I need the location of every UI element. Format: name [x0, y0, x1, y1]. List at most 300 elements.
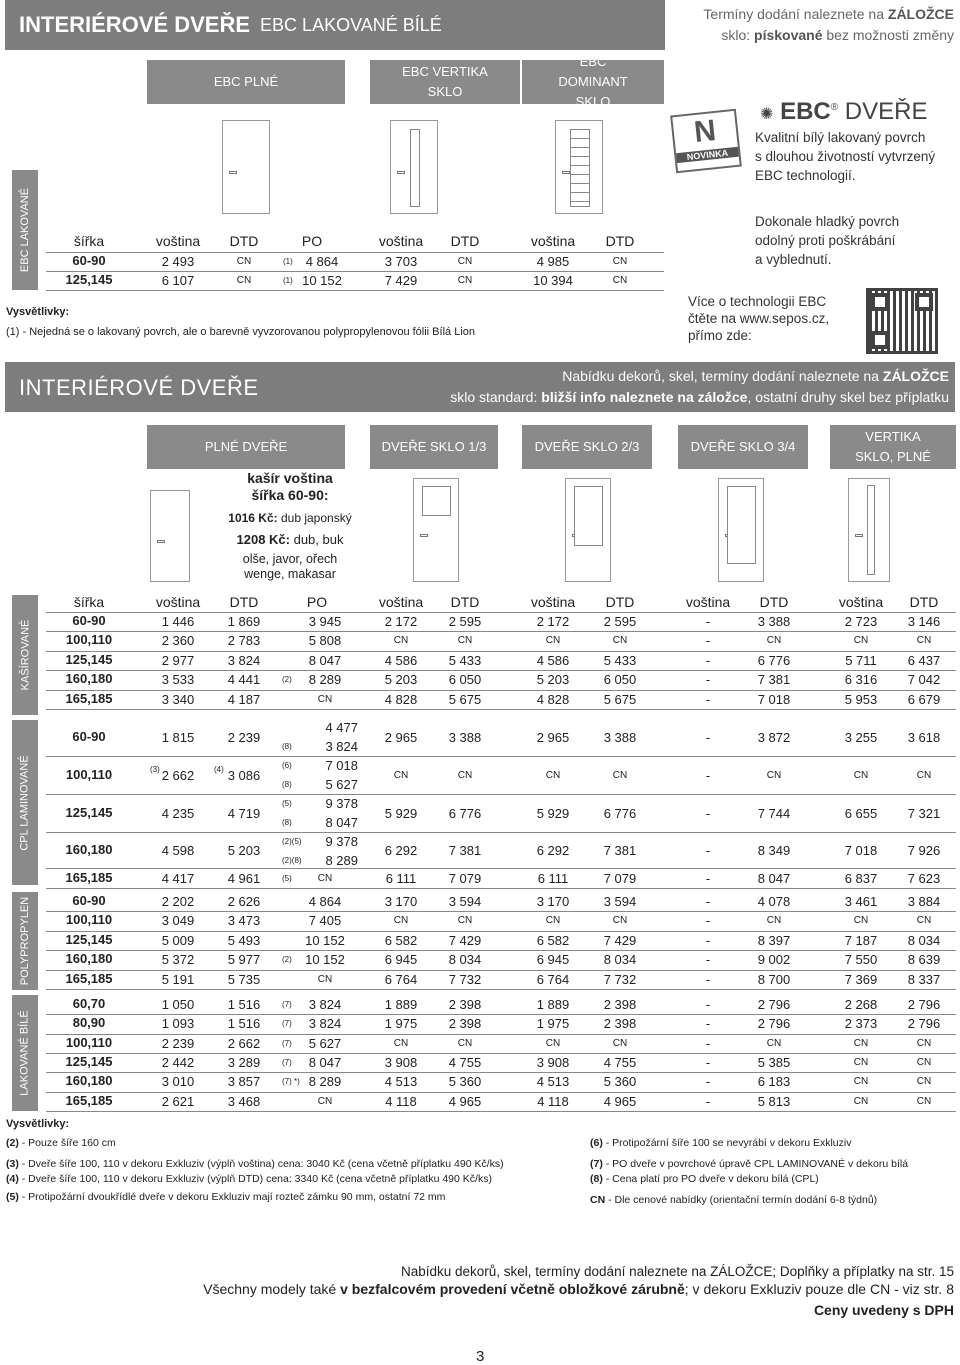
price-cell: 8 337: [907, 971, 941, 987]
price-cell: 2 398: [603, 997, 637, 1012]
ebc-legend-title: Vysvětlivky:: [6, 306, 70, 318]
main-col-header: DTD: [909, 594, 939, 610]
ebc-col: voština: [530, 233, 576, 249]
price-cell: CN: [612, 635, 628, 647]
price-cell: 7 381: [603, 842, 637, 858]
price-cell: 5 735: [227, 971, 261, 987]
ebc-cell: CN: [457, 275, 473, 286]
price-cell: 3 086: [227, 767, 261, 783]
main-col-header: voština: [155, 594, 201, 610]
legend-item: (7) - PO dveře v povrchové úpravě CPL LAMINOVANÉ v dekoru bílá: [590, 1158, 909, 1170]
price-cell: CN: [612, 915, 628, 927]
price-cell: 4 118: [385, 1093, 417, 1109]
price-cell: 5 360: [603, 1074, 637, 1090]
ebc-cell: CN: [457, 256, 473, 267]
price-cell: 7 623: [907, 870, 941, 886]
ebc-cell: CN: [236, 256, 252, 267]
price-cell: 5 929: [384, 805, 418, 821]
ebc-header-plne: EBC PLNÉ: [147, 60, 345, 104]
row-note: (5): [282, 873, 292, 883]
page-number: 3: [476, 1348, 485, 1365]
price-cell: 2 796: [757, 1016, 791, 1032]
price-cell: 5 675: [448, 691, 482, 707]
legend-item: (5) - Protipožární dvoukřídlé dveře v dekoru Exkluziv mají rozteč zámku 90 mm, ostatní 72 mm: [6, 1191, 446, 1203]
price-cell: 3 884: [907, 894, 941, 909]
price-cell: 4 118: [537, 1093, 569, 1109]
price-cell: 2 595: [448, 614, 482, 629]
price-cell: 3 908: [536, 1054, 570, 1070]
price-cell: 7 369: [844, 971, 878, 987]
row-label: 125,145: [65, 931, 113, 947]
price-cell: CN: [916, 915, 932, 927]
price-cell: -: [705, 894, 711, 909]
ebc-col: DTD: [450, 233, 480, 249]
price-cell: CN: [916, 769, 932, 781]
po-price-cell: 8 289: [325, 853, 358, 868]
price-cell: 2 662: [227, 1035, 261, 1051]
ebc-col: DTD: [229, 233, 259, 249]
row-label: 165,185: [65, 970, 113, 986]
price-cell: -: [705, 997, 711, 1012]
row-label: 100,110: [65, 766, 113, 782]
price-cell: 6 111: [537, 870, 569, 886]
price-cell: -: [705, 672, 711, 688]
price-cell: 7 079: [448, 870, 482, 886]
po-note: (8): [282, 818, 292, 827]
price-cell: 7 744: [757, 805, 791, 821]
price-cell: CN: [766, 769, 782, 781]
price-cell: 2 172: [384, 614, 418, 629]
po-price-cell: 8 047: [325, 815, 358, 830]
price-cell: 4 828: [384, 691, 418, 707]
price-cell: 6 776: [757, 652, 791, 668]
price-cell: 2 202: [161, 894, 195, 909]
price-cell: 5 203: [384, 672, 418, 688]
main-col-header: voština: [378, 594, 424, 610]
main-col-header: DTD: [229, 594, 259, 610]
price-cell: CN: [612, 769, 628, 781]
po-note: (2)(5): [282, 837, 302, 846]
price-cell: CN: [317, 973, 333, 985]
price-cell: CN: [612, 1037, 628, 1049]
row-label: 165,185: [65, 869, 113, 885]
price-cell: 7 187: [844, 932, 878, 948]
row-note: (7): [282, 1019, 292, 1029]
price-cell: 4 965: [603, 1093, 637, 1109]
price-cell: 7 018: [757, 691, 791, 707]
price-cell: 7 381: [757, 672, 791, 688]
price-cell: CN: [766, 915, 782, 927]
price-cell: CN: [457, 635, 473, 647]
price-cell: 6 292: [536, 842, 570, 858]
price-cell: 8 639: [907, 952, 941, 968]
price-cell: 6 945: [384, 952, 418, 968]
row-label: 160,180: [65, 951, 113, 967]
price-cell: 1 446: [161, 614, 195, 629]
row-note: (2): [282, 955, 292, 965]
ebc-cell: 6 107: [161, 273, 195, 288]
price-cell: 8 700: [757, 971, 791, 987]
novinka-badge: N NOVINKA: [670, 109, 742, 174]
price-cell: CN: [853, 769, 869, 781]
row-label: 60,70: [72, 996, 106, 1011]
legend-item: (3) - Dveře šíře 100, 110 v dekoru Exkluziv (výplň voština) cena: 3040 Kč (cena včetně příplatku 490 Kč/ks): [6, 1158, 504, 1170]
price-cell: 4 513: [536, 1074, 570, 1090]
price-cell: 8 047: [308, 1054, 342, 1070]
price-cell: 6 050: [603, 672, 637, 688]
price-cell: CN: [766, 1037, 782, 1049]
ebc-cell: 7 429: [384, 273, 418, 288]
main-col-header: PO: [306, 594, 328, 610]
price-cell: -: [705, 971, 711, 987]
price-cell: 4 586: [384, 652, 418, 668]
price-cell: 8 289: [308, 672, 342, 688]
ebc-cell: 3 703: [384, 254, 418, 269]
row-note: (2): [282, 675, 292, 685]
legend-item: CN - Dle cenové nabídky (orientační termín dodání 6-8 týdnů): [590, 1194, 878, 1206]
price-cell: 3 857: [227, 1074, 261, 1090]
ebc-dvere-logo: ✺ EBC® DVEŘE: [760, 98, 928, 125]
price-cell: 6 050: [448, 672, 482, 688]
price-cell: 6 292: [384, 842, 418, 858]
price-cell: 7 321: [907, 805, 941, 821]
price-cell: 1 975: [536, 1016, 570, 1032]
price-cell: 7 079: [603, 870, 637, 886]
price-cell: 4 965: [448, 1093, 482, 1109]
price-cell: -: [705, 1093, 711, 1109]
price-cell: 5 953: [844, 691, 878, 707]
ebc-col: voština: [155, 233, 201, 249]
price-cell: 4 586: [536, 652, 570, 668]
price-cell: 5 203: [536, 672, 570, 688]
row-note: (7): [282, 1057, 292, 1067]
row-note: (7): [282, 1000, 292, 1009]
price-cell: 9 002: [757, 952, 791, 968]
price-cell: 3 049: [161, 913, 195, 929]
side-lakovane: LAKOVANÉ BÍLÉ: [12, 995, 38, 1111]
price-cell: 3 388: [757, 614, 791, 629]
main-col-header: voština: [530, 594, 576, 610]
price-cell: 5 009: [161, 932, 195, 948]
price-cell: -: [705, 767, 711, 783]
price-cell: 4 235: [161, 805, 195, 821]
price-cell: 3 533: [161, 672, 195, 688]
price-cell: CN: [393, 915, 409, 927]
price-cell: -: [705, 842, 711, 858]
price-cell: 1 050: [161, 997, 195, 1012]
price-cell: CN: [916, 1037, 932, 1049]
price-cell: 3 340: [161, 691, 195, 707]
vertika-door-image: [848, 478, 890, 582]
price-cell: 2 796: [907, 1016, 941, 1032]
main-col-sirka: šířka: [73, 594, 105, 610]
price-cell: CN: [853, 1076, 869, 1088]
sklo34-door-image: [718, 478, 764, 582]
price-cell: 5 977: [227, 952, 261, 968]
price-cell: 2 796: [907, 997, 941, 1012]
promo-text3: Více o technologii EBC čtěte na www.sepos.cz, přímo zde:: [688, 294, 830, 343]
ebc-logo-icon: ✺: [760, 106, 774, 123]
price-cell: -: [705, 633, 711, 649]
price-cell: CN: [317, 1095, 333, 1107]
price-cell: CN: [393, 635, 409, 647]
po-price-cell: 9 378: [325, 834, 358, 849]
price-cell: 4 417: [161, 870, 195, 886]
price-cell: 10 152: [305, 952, 345, 968]
price-cell: 6 582: [384, 932, 418, 948]
row-label: 100,110: [65, 1034, 113, 1050]
main-header-vertika: VERTIKA SKLO, PLNÉ: [830, 425, 956, 469]
price-cell: 3 908: [384, 1054, 418, 1070]
po-price-cell: 9 378: [325, 796, 358, 811]
price-cell: 6 655: [844, 805, 878, 821]
po-price-cell: 7 018: [325, 758, 358, 773]
price-cell: CN: [393, 1037, 409, 1049]
main-col-header: DTD: [450, 594, 480, 610]
po-note: (5): [282, 799, 292, 808]
side-polypropylen: POLYPROPYLEN: [12, 892, 38, 990]
price-cell: -: [705, 614, 711, 629]
price-cell: 4 513: [384, 1074, 418, 1090]
po-note: (8): [282, 742, 292, 751]
ebc-col: PO: [301, 233, 323, 249]
qr-code-image[interactable]: [866, 288, 938, 354]
row-label: 160,180: [65, 1073, 113, 1089]
price-cell: 1 889: [536, 997, 570, 1012]
price-cell: 7 429: [603, 932, 637, 948]
legend-item: (8) - Cena platí pro PO dveře v dekoru bílá (CPL): [590, 1173, 819, 1185]
price-cell: 1 869: [227, 614, 261, 629]
sklo23-door-image: [565, 478, 611, 582]
price-cell: 2 239: [227, 729, 261, 745]
ebc-cell: 4 985: [536, 254, 570, 269]
price-cell: 2 239: [161, 1035, 195, 1051]
po-note: (6): [282, 761, 292, 770]
main-col-header: voština: [838, 594, 884, 610]
price-cell: 2 373: [844, 1016, 878, 1032]
kasir-info: kašír voština šířka 60-90: 1016 Kč: dub japonský 1208 Kč: dub, buk olše, javor, ořech wenge, makasar: [228, 470, 352, 581]
price-cell: 1 975: [384, 1016, 418, 1032]
top-title: INTERIÉROVÉ DVEŘE: [19, 12, 251, 37]
top-subtitle: EBC LAKOVANÉ BÍLÉ: [260, 14, 442, 35]
legend-item: (4) - Dveře šíře 100, 110 v dekoru Exkluziv (výplň DTD) cena: 3340 Kč (cena včetně příplatku 490 Kč/ks): [6, 1173, 492, 1185]
price-cell: 7 429: [448, 932, 482, 948]
price-cell: 3 255: [844, 729, 878, 745]
row-label: 100,110: [65, 632, 113, 648]
row-label: 160,180: [65, 841, 113, 857]
price-cell: CN: [916, 1056, 932, 1068]
price-cell: 4 961: [227, 870, 261, 886]
price-cell: 7 732: [603, 971, 637, 987]
ebc-cell: CN: [612, 256, 628, 267]
price-cell: 6 764: [536, 971, 570, 987]
ebc-note: (1): [283, 276, 293, 285]
price-cell: 3 945: [308, 614, 342, 629]
ebc-dominant-door-image: [555, 120, 603, 214]
price-cell: 6 945: [536, 952, 570, 968]
price-cell: 3 010: [161, 1074, 195, 1090]
ebc-cell: 10 152: [302, 273, 342, 288]
price-cell: 2 398: [448, 1016, 482, 1032]
row-note: (7): [282, 1038, 292, 1048]
price-cell: CN: [853, 915, 869, 927]
price-cell: CN: [457, 769, 473, 781]
price-cell: 7 926: [907, 842, 941, 858]
row-label: 60-90: [72, 728, 106, 744]
price-cell: 3 824: [308, 1016, 342, 1032]
price-cell: 7 381: [448, 842, 482, 858]
po-price-cell: 4 477: [325, 720, 358, 735]
top-right-info: Termíny dodání naleznete na ZÁLOŽCE sklo: pískované bez možnosti změny: [703, 6, 954, 43]
price-cell: 1 889: [384, 997, 418, 1012]
price-cell: 4 719: [227, 805, 261, 821]
price-cell: 4 864: [308, 894, 342, 909]
price-cell: 1 516: [227, 997, 261, 1012]
price-cell: 2 783: [227, 633, 261, 649]
main-header-sklo23: DVEŘE SKLO 2/3: [522, 425, 652, 469]
row-label: 125,145: [65, 1053, 113, 1069]
price-cell: 1 815: [161, 729, 195, 745]
price-cell: 2 398: [603, 1016, 637, 1032]
price-cell: 8 349: [757, 842, 791, 858]
price-cell: 2 796: [757, 997, 791, 1012]
ebc-note: (1): [283, 257, 293, 266]
ebc-cell: 4 864: [305, 254, 339, 269]
main-col-header: DTD: [605, 594, 635, 610]
price-cell: CN: [393, 769, 409, 781]
legend-title: Vysvětlivky:: [6, 1118, 70, 1130]
price-cell: -: [705, 1074, 711, 1090]
ebc-header-vertika: EBC VERTIKA SKLO: [370, 60, 520, 104]
price-cell: 4 828: [536, 691, 570, 707]
price-cell: 6 437: [907, 652, 941, 668]
price-cell: 6 776: [448, 805, 482, 821]
price-cell: CN: [916, 1076, 932, 1088]
price-cell: 7 018: [844, 842, 878, 858]
price-cell: 2 965: [536, 729, 570, 745]
price-cell: 3 461: [844, 894, 878, 909]
ebc-side-label: EBC LAKOVANÉ: [12, 170, 38, 290]
price-cell: -: [705, 1016, 711, 1032]
legend-item: (2) - Pouze šíře 160 cm: [6, 1137, 116, 1149]
footer-line3: Ceny uvedeny s DPH: [813, 1302, 954, 1318]
ebc-cell: 10 394: [533, 273, 573, 288]
price-cell: 2 723: [844, 614, 878, 629]
price-cell: 2 662: [161, 767, 195, 783]
price-cell: 5 360: [448, 1074, 482, 1090]
price-cell: 4 755: [448, 1054, 482, 1070]
price-cell: 6 776: [603, 805, 637, 821]
price-cell: 6 582: [536, 932, 570, 948]
price-cell: 3 170: [384, 894, 418, 909]
row-label: 165,185: [65, 690, 113, 706]
price-cell: 5 433: [448, 652, 482, 668]
price-cell: -: [705, 870, 711, 886]
price-cell: -: [705, 691, 711, 707]
price-cell: CN: [545, 1037, 561, 1049]
pre-note: (3): [150, 764, 160, 774]
ebc-cell: 2 493: [161, 254, 195, 269]
price-cell: 7 405: [308, 913, 342, 929]
price-cell: 3 824: [227, 652, 261, 668]
price-cell: 5 711: [845, 652, 877, 668]
ebc-col: DTD: [605, 233, 635, 249]
price-cell: CN: [853, 1056, 869, 1068]
price-cell: 5 627: [308, 1035, 342, 1051]
price-cell: 5 372: [161, 952, 195, 968]
row-label: 125,145: [65, 651, 113, 667]
sklo13-door-image: [413, 478, 459, 582]
row-label: 165,185: [65, 1092, 113, 1108]
ebc-row-label: 60-90: [72, 253, 106, 268]
ebc-col-sirka: šířka: [73, 233, 105, 249]
price-cell: 3 872: [757, 729, 791, 745]
price-cell: 5 929: [536, 805, 570, 821]
price-cell: 8 034: [448, 952, 482, 968]
price-cell: 3 473: [227, 913, 261, 929]
legend-item: (6) - Protipožární šíře 100 se nevyrábí v dekoru Exkluziv: [590, 1137, 852, 1149]
row-note: (7) *): [282, 1077, 300, 1087]
promo-text1: Kvalitní bílý lakovaný povrch s dlouhou životností vytvrzený EBC technologií.: [755, 130, 936, 183]
price-cell: 1 516: [227, 1016, 261, 1032]
price-cell: 2 268: [844, 997, 878, 1012]
ebc-cell: CN: [236, 275, 252, 286]
price-cell: 3 388: [448, 729, 482, 745]
po-price-cell: 5 627: [325, 777, 358, 792]
price-cell: -: [705, 913, 711, 929]
price-cell: -: [705, 1035, 711, 1051]
footer-line2: Všechny modely také v bezfalcovém provedení včetně obložkové zárubně; v dekoru Exkluziv pouze dle CN - viz str. 8: [203, 1281, 954, 1297]
price-cell: 5 385: [757, 1054, 791, 1070]
price-cell: 4 598: [161, 842, 195, 858]
price-cell: 8 034: [907, 932, 941, 948]
main-header-sklo34: DVEŘE SKLO 3/4: [678, 425, 808, 469]
price-cell: 3 618: [907, 729, 941, 745]
price-cell: 2 442: [161, 1054, 195, 1070]
price-cell: CN: [853, 1037, 869, 1049]
plne-door-image: [150, 490, 190, 582]
price-cell: 6 183: [757, 1074, 791, 1090]
main-col-header: DTD: [759, 594, 789, 610]
price-cell: 5 813: [757, 1093, 791, 1109]
price-cell: 5 808: [308, 633, 342, 649]
price-cell: CN: [457, 1037, 473, 1049]
price-cell: 3 146: [907, 614, 941, 629]
price-cell: 6 837: [844, 870, 878, 886]
price-cell: 6 316: [844, 672, 878, 688]
side-cpl: CPL LAMINOVANÉ: [12, 720, 38, 885]
footer-line1: Nabídku dekorů, skel, termíny dodání naleznete na ZÁLOŽCE; Doplňky a příplatky na str. 15: [400, 1264, 954, 1279]
price-cell: 8 047: [757, 870, 791, 886]
price-cell: CN: [766, 635, 782, 647]
price-cell: -: [705, 805, 711, 821]
row-label: 160,180: [65, 671, 113, 687]
po-note: (8): [282, 780, 292, 789]
price-cell: 4 187: [227, 691, 261, 707]
po-price-cell: 3 824: [325, 739, 358, 754]
ebc-legend-note1: (1) - Nejedná se o lakovaný povrch, ale o barevně vyvzorovanou polypropylenovou fólii Bílá Lion: [6, 326, 475, 338]
ebc-col: voština: [378, 233, 424, 249]
price-cell: 2 172: [536, 614, 570, 629]
price-cell: 4 078: [757, 894, 791, 909]
price-cell: 8 397: [757, 932, 791, 948]
second-right-info: Nabídku dekorů, skel, termíny dodání naleznete na ZÁLOŽCE sklo standard: bližší info naleznete na záložce, ostatní druhy skel bez příplatku: [450, 368, 949, 405]
price-cell: -: [705, 932, 711, 948]
price-cell: 2 621: [161, 1093, 195, 1109]
price-cell: 3 468: [227, 1093, 261, 1109]
price-cell: 8 289: [308, 1074, 342, 1090]
promo-text2: Dokonale hladký povrch odolný proti poškrábání a vyblednutí.: [755, 214, 900, 267]
